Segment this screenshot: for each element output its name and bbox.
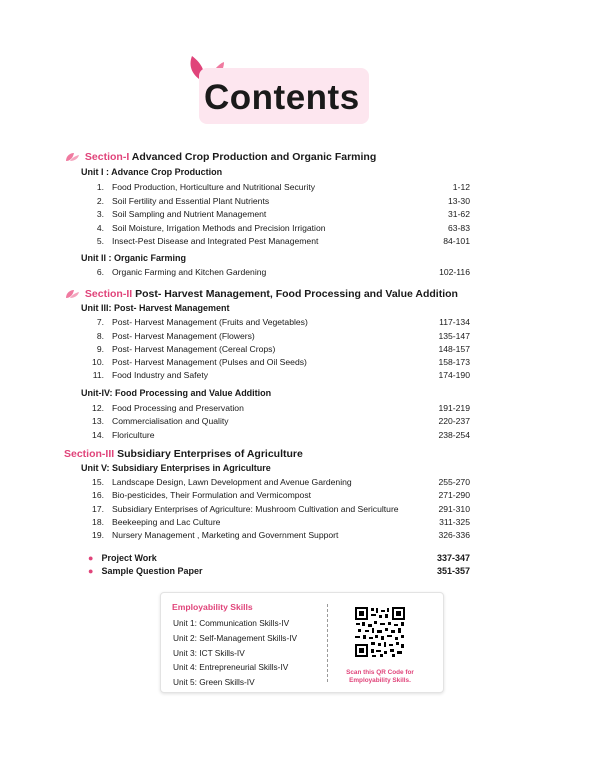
qr-caption-line: Scan this QR Code for: [346, 669, 414, 676]
entry-title: Nursery Management , Marketing and Government Support: [112, 530, 339, 540]
extra-title: Project Work: [101, 553, 157, 563]
employability-item[interactable]: Unit 3: ICT Skills-IV: [173, 648, 245, 658]
entry-pages: 1-12: [452, 182, 470, 192]
entry-title: Post- Harvest Management (Fruits and Vegetables): [112, 317, 308, 327]
entry-number: 9.: [96, 344, 104, 354]
entry-number: 18.: [92, 517, 104, 527]
qr-caption-line: Employability Skills.: [349, 676, 411, 684]
toc-entry[interactable]: [80, 357, 470, 369]
unit-heading: Unit III: Post- Harvest Management: [81, 303, 230, 313]
entry-number: 2.: [96, 196, 104, 206]
unit-heading: Unit I : Advance Crop Production: [81, 167, 223, 177]
toc-entry[interactable]: [80, 317, 470, 329]
entry-pages: 255-270: [438, 477, 470, 487]
entry-number: 19.: [92, 530, 104, 540]
bullet-icon: ●: [88, 566, 94, 576]
section-heading: [64, 151, 376, 163]
page-title: Contents: [204, 78, 360, 117]
entry-number: 6.: [96, 267, 104, 277]
entry-title: Soil Fertility and Essential Plant Nutrients: [112, 196, 270, 206]
entry-pages: 31-62: [448, 209, 470, 219]
entry-title: Subsidiary Enterprises of Agriculture: Mushroom Cultivation and Sericulture: [112, 504, 399, 514]
toc-entry[interactable]: [80, 331, 470, 343]
entry-number: 15.: [92, 477, 104, 487]
employability-item[interactable]: Unit 2: Self-Management Skills-IV: [173, 633, 298, 643]
entry-title: Commercialisation and Quality: [112, 416, 229, 426]
entry-pages: 135-147: [438, 331, 470, 341]
extra-title: Sample Question Paper: [101, 566, 203, 576]
section-label: Section-III: [64, 448, 115, 460]
entry-title: Landscape Design, Lawn Development and Avenue Gardening: [112, 477, 352, 487]
toc-entry[interactable]: [80, 344, 470, 356]
unit-heading: Unit II : Organic Farming: [81, 253, 187, 263]
toc-extra-entry[interactable]: [88, 566, 470, 576]
entry-title: Insect-Pest Disease and Integrated Pest Management: [112, 236, 319, 246]
entry-title: Bio-pesticides, Their Formulation and Vermicompost: [112, 490, 312, 500]
section-title: Subsidiary Enterprises of Agriculture: [117, 448, 303, 460]
toc-entry[interactable]: [80, 477, 470, 489]
toc-extra-entry[interactable]: [88, 553, 470, 563]
toc-entry[interactable]: [80, 223, 470, 235]
entry-title: Post- Harvest Management (Pulses and Oil Seeds): [112, 357, 307, 367]
entry-number: 5.: [96, 236, 104, 246]
section-heading: [64, 448, 303, 460]
divider: [327, 604, 328, 682]
section-label: Section-I: [84, 151, 130, 163]
toc-entry[interactable]: [80, 267, 470, 279]
qr-code-icon[interactable]: [354, 606, 406, 658]
entry-pages: 326-336: [438, 530, 470, 540]
entry-pages: 13-30: [448, 196, 470, 206]
entry-pages: 238-254: [438, 430, 470, 440]
entry-pages: 220-237: [438, 416, 470, 426]
leaf-icon: [64, 289, 80, 299]
entry-title: Soil Sampling and Nutrient Management: [112, 209, 267, 219]
toc-entry[interactable]: [80, 209, 470, 221]
entry-number: 10.: [92, 357, 104, 367]
entry-pages: 291-310: [438, 504, 470, 514]
entry-number: 13.: [92, 416, 104, 426]
section-heading: [64, 288, 458, 300]
bullet-icon: ●: [88, 553, 94, 563]
entry-title: Food Processing and Preservation: [112, 403, 244, 413]
entry-number: 7.: [96, 317, 104, 327]
leaf-icon: [64, 152, 80, 162]
entry-pages: 191-219: [438, 403, 470, 413]
entry-title: Soil Moisture, Irrigation Methods and Precision Irrigation: [112, 223, 326, 233]
entry-number: 17.: [92, 504, 104, 514]
entry-title: Beekeeping and Lac Culture: [112, 517, 221, 527]
entry-number: 1.: [96, 182, 104, 192]
entry-pages: 174-190: [438, 370, 470, 380]
section-title: Post- Harvest Management, Food Processing and Value Addition: [135, 288, 458, 300]
employability-item[interactable]: Unit 1: Communication Skills-IV: [173, 618, 290, 628]
entry-number: 8.: [96, 331, 104, 341]
entry-pages: 271-290: [438, 490, 470, 500]
extra-pages: 351-357: [436, 566, 470, 576]
entry-title: Food Production, Horticulture and Nutritional Security: [112, 182, 316, 192]
entry-number: 4.: [96, 223, 104, 233]
toc-entry[interactable]: [80, 196, 470, 208]
entry-pages: 117-134: [439, 317, 470, 327]
employability-item[interactable]: Unit 4: Entrepreneurial Skills-IV: [173, 662, 289, 672]
qr-caption: [335, 669, 425, 684]
employability-item[interactable]: Unit 5: Green Skills-IV: [173, 677, 255, 687]
toc-entry[interactable]: [80, 416, 470, 428]
entry-pages: 84-101: [443, 236, 470, 246]
entry-number: 3.: [96, 209, 104, 219]
entry-title: Post- Harvest Management (Cereal Crops): [112, 344, 276, 354]
unit-heading: Unit-IV: Food Processing and Value Addition: [81, 388, 272, 398]
toc-entry[interactable]: [80, 182, 470, 194]
toc-entry[interactable]: [80, 430, 470, 442]
section-label: Section-II: [84, 288, 133, 300]
toc-entry[interactable]: [80, 530, 470, 542]
employability-title: Employability Skills: [172, 602, 253, 612]
entry-number: 11.: [92, 370, 104, 380]
unit-heading: Unit V: Subsidiary Enterprises in Agriculture: [81, 463, 271, 473]
entry-pages: 63-83: [448, 223, 470, 233]
entry-title: Organic Farming and Kitchen Gardening: [112, 267, 267, 277]
entry-pages: 148-157: [438, 344, 470, 354]
entry-number: 14.: [92, 430, 104, 440]
entry-pages: 311-325: [439, 517, 470, 527]
entry-title: Floriculture: [112, 430, 155, 440]
entry-number: 12.: [92, 403, 104, 413]
section-title: Advanced Crop Production and Organic Farming: [131, 151, 377, 163]
toc-entry[interactable]: [80, 236, 470, 248]
toc-entry[interactable]: [80, 490, 470, 502]
toc-entry[interactable]: [80, 517, 470, 529]
entry-title: Post- Harvest Management (Flowers): [112, 331, 255, 341]
toc-entry[interactable]: [80, 403, 470, 415]
entry-number: 16.: [92, 490, 104, 500]
entry-pages: 102-116: [439, 267, 470, 277]
extra-pages: 337-347: [436, 553, 470, 563]
entry-pages: 158-173: [438, 357, 470, 367]
toc-entry[interactable]: [80, 504, 470, 516]
toc-entry[interactable]: [80, 370, 470, 382]
entry-title: Food Industry and Safety: [112, 370, 209, 380]
